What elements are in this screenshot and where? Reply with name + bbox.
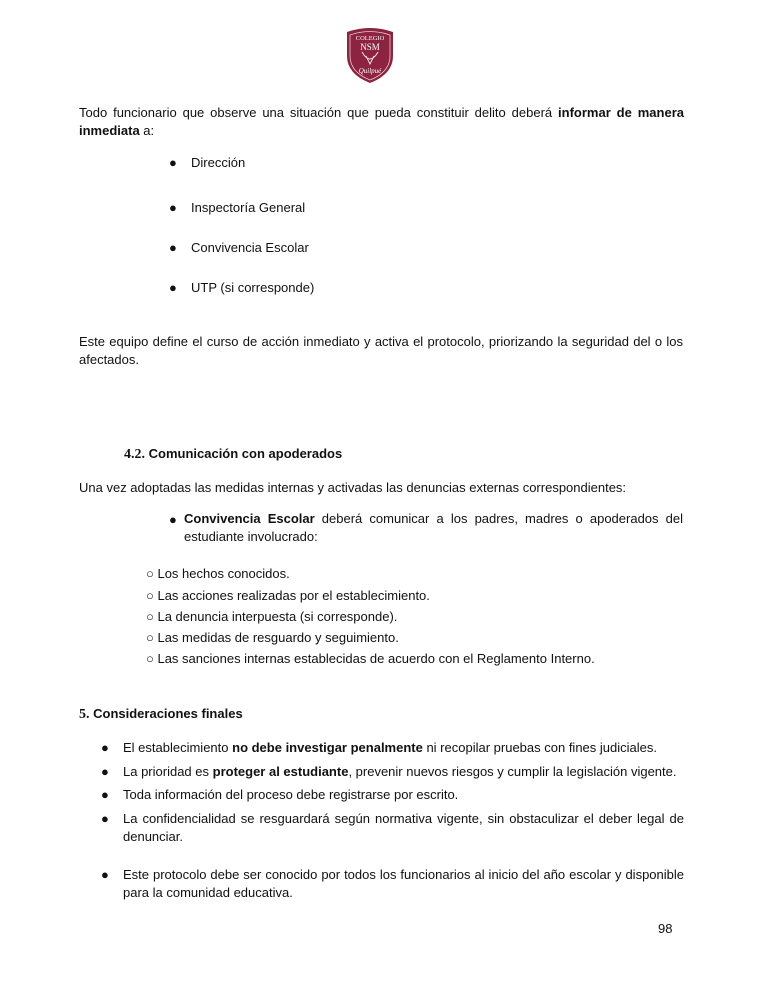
sub-list-item: ○ Los hechos conocidos. [146, 566, 290, 581]
bullet-icon: ● [169, 512, 177, 527]
intro-bold-text: informar de manera inmediata [79, 105, 684, 138]
intro-paragraph [79, 104, 684, 140]
convivencia-bullet-text [184, 510, 683, 546]
bullet-icon: ● [101, 740, 109, 755]
bullet-icon: ● [169, 155, 177, 170]
section-number: 4.2. [124, 447, 145, 462]
convivencia-rest: deberá comunicar a los padres, madres o apoderados del estudiante involucrado: [184, 511, 683, 544]
section-title: Consideraciones finales [93, 706, 243, 721]
list-item [123, 786, 684, 804]
item-text: El establecimiento [123, 740, 233, 755]
intro-text: Todo funcionario que observe una situación que pueda constituir delito deberá [79, 105, 559, 120]
item-bold: no debe investigar penalmente [232, 740, 423, 755]
bullet-icon: ● [169, 240, 177, 255]
intro-text-end: a: [139, 123, 155, 138]
bullet-icon: ● [101, 787, 109, 802]
section-4-2-intro: Una vez adoptadas las medidas internas y activadas las denuncias externas correspondientes: [79, 480, 627, 495]
section-5-heading [79, 706, 243, 723]
list-item: Dirección [191, 155, 246, 170]
list-item [123, 739, 684, 757]
convivencia-bold: Convivencia Escolar [184, 511, 315, 526]
page-number: 98 [658, 921, 673, 936]
bullet-icon: ● [101, 764, 109, 779]
school-crest-logo [343, 26, 397, 84]
list-item [123, 810, 684, 846]
crest-line-1: COLEGIO [355, 35, 385, 42]
team-paragraph: Este equipo define el curso de acción inmediato y activa el protocolo, priorizando la seguridad del o los afectados. [79, 334, 683, 367]
item-text: Este protocolo debe ser conocido por todos los funcionarios al inicio del año escolar y disponible para la comunidad educativa. [123, 867, 684, 900]
list-item: UTP (si corresponde) [191, 280, 315, 295]
sub-list-item: ○ Las sanciones internas establecidas de acuerdo con el Reglamento Interno. [146, 651, 595, 666]
list-item [123, 866, 684, 902]
item-text-end: ni recopilar pruebas con fines judiciales. [422, 740, 657, 755]
list-item [123, 763, 684, 781]
bullet-icon: ● [169, 280, 177, 295]
list-item: Convivencia Escolar [191, 240, 309, 255]
section-number: 5. [79, 707, 90, 722]
list-item: Inspectoría General [191, 200, 306, 215]
sub-list-item: ○ Las medidas de resguardo y seguimiento. [146, 630, 399, 645]
crest-line-3: Quilpué [358, 67, 382, 75]
bullet-icon: ● [101, 867, 109, 882]
sub-list-item: ○ Las acciones realizadas por el establecimiento. [146, 588, 430, 603]
item-text-end: , prevenir nuevos riesgos y cumplir la legislación vigente. [348, 764, 677, 779]
bullet-icon: ● [101, 811, 109, 826]
section-4-2-heading [124, 446, 342, 463]
section-title: Comunicación con apoderados [148, 446, 343, 461]
item-bold: proteger al estudiante [212, 764, 349, 779]
crest-line-2: NSM [360, 42, 380, 52]
item-text: La prioridad es [123, 764, 213, 779]
item-text: Toda información del proceso debe registrarse por escrito. [123, 787, 459, 802]
bullet-icon: ● [169, 200, 177, 215]
item-text: La confidencialidad se resguardará según normativa vigente, sin obstaculizar el deber legal de denunciar. [123, 811, 684, 844]
sub-list-item: ○ La denuncia interpuesta (si corresponde). [146, 609, 398, 624]
